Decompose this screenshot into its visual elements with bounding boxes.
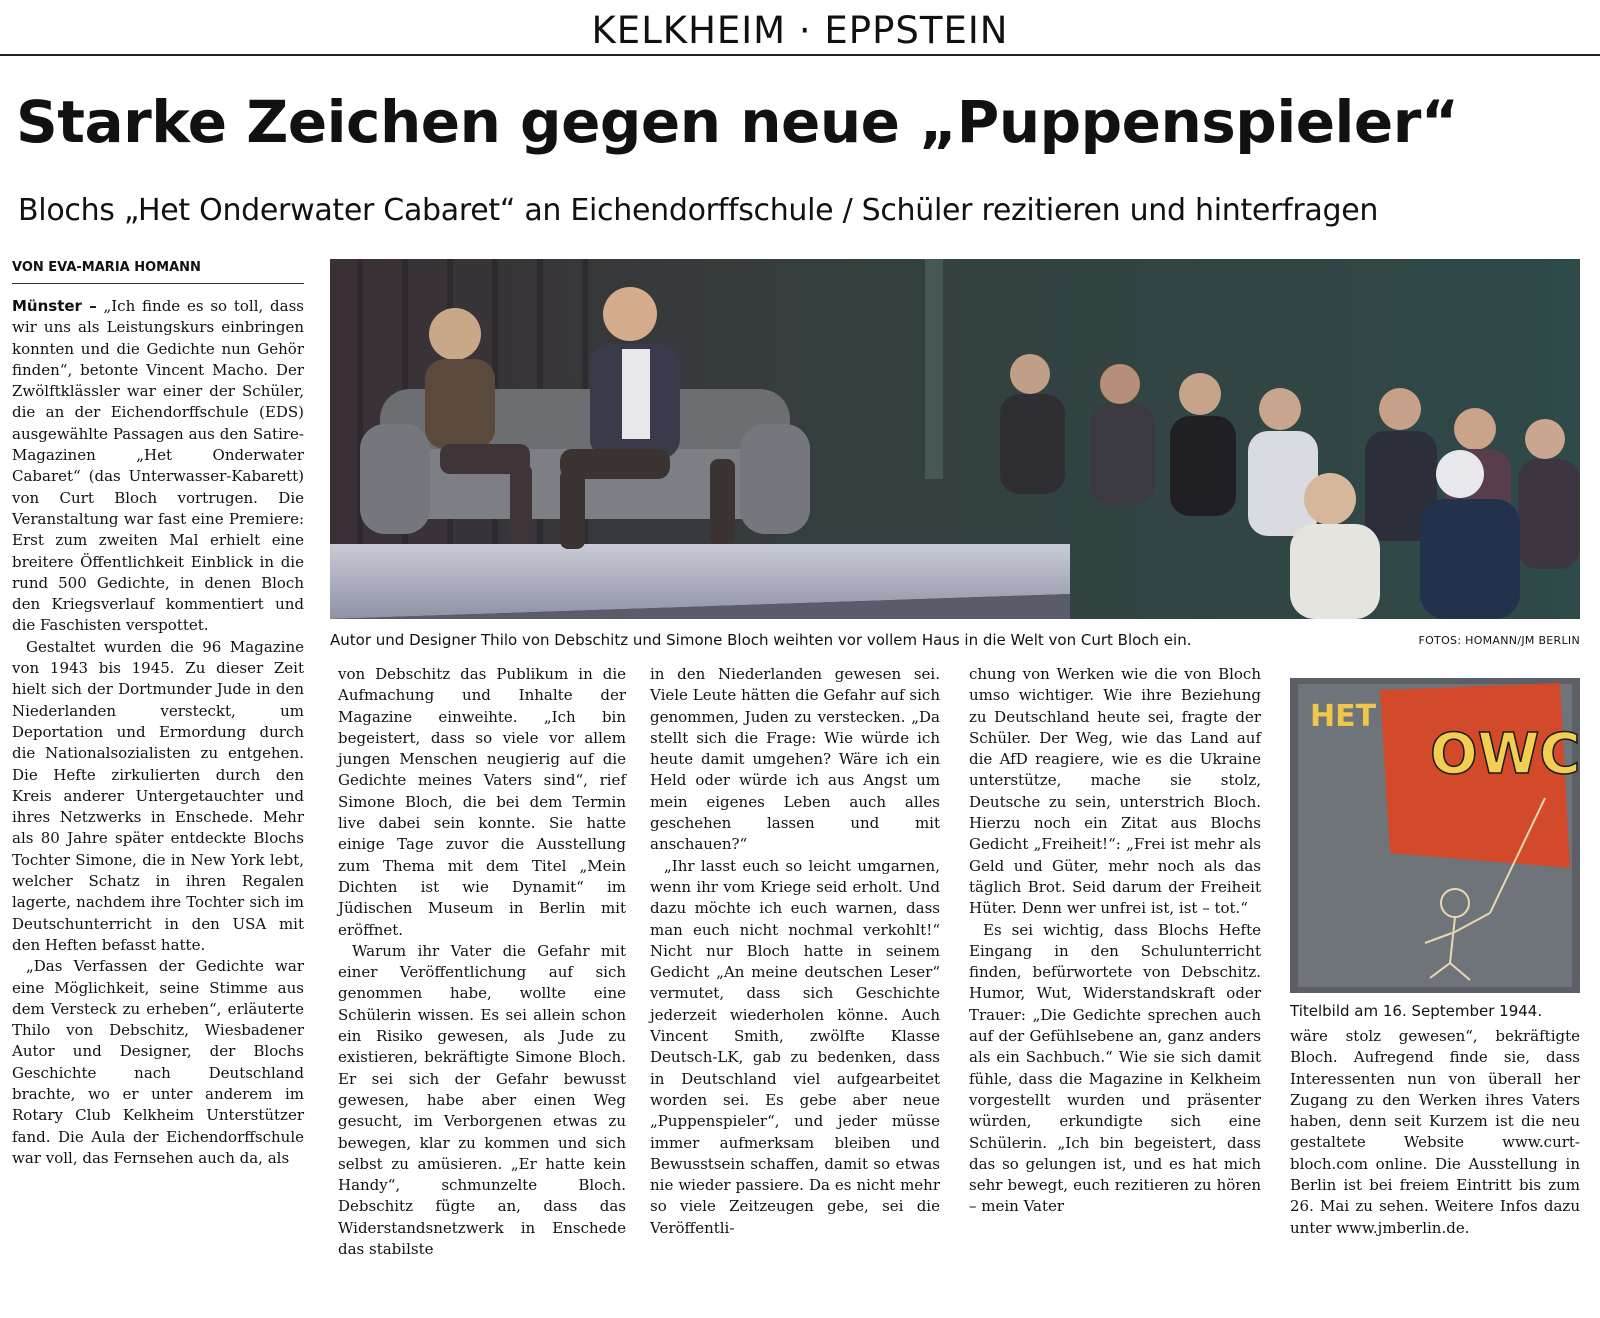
magazine-cover-image	[1290, 678, 1580, 993]
paragraph: „Ihr lasst euch so leicht umgarnen, wenn ihr vom Kriege seid erholt. Und dazu möchte ich euch warnen, dass man euch nicht nochmal verkohlt!“ Nicht nur Bloch hatte in seinem Gedicht „An meine deutschen Leser“ vermutet, dass sich Geschichte jederzeit wiederholen könne. Auch Vincent Smith, zwölfte Klasse Deutsch-LK, gab zu bedenken, dass in Deutschland viel aufgearbeitet worden sei. Es gebe aber neue „Puppenspieler“, und jeder müsse immer aufmerksam bleiben und Bewusstsein schaffen, damit so etwas nie wieder passiere. Da es nicht mehr so viele Zeitzeugen gebe, sei die Veröffentli-	[650, 856, 940, 1237]
paragraph: Warum ihr Vater die Gefahr mit einer Veröffentlichung auf sich genommen habe, wollte eine Schülerin wissen. Es sei allein schon ein Risiko gewesen, als Jude zu existieren, bekräftigte Simone Bloch. Er sei sich der Gefahr bewusst gewesen, habe aber einen Weg gesucht, im Verborgenen etwas zu bewegen, klar zu kommen und sich selbst zu amüsieren. „Er hatte kein Handy“, schmunzelte Bloch. Debschitz fügte an, dass das Widerstandsnetzwerk in Enschede das stabilste	[338, 941, 626, 1259]
paragraph: Gestaltet wurden die 96 Magazine von 1943 bis 1945. Zu dieser Zeit hielt sich der Dortmunder Jude in den Niederlanden versteckt, um Deportation und Ermordung durch die Nationalsozialisten zu entgehen. Die Hefte zirkulierten durch den Kreis anderer Untergetauchter und ihres Netzwerks in Enschede. Mehr als 80 Jahre später entdeckte Blochs Tochter Simone, die in New York lebt, welcher Schatz in ihren Regalen lagerte, nachdem ihre Tochter sich im Deutschunterricht in den USA mit den Heften befasst hatte.	[12, 637, 304, 954]
paragraph-text: „Ich finde es so toll, dass wir uns als Leistungskurs einbringen konnten und die Gedichte nun Gehör finden“, betonte Vincent Macho. Der Zwölftklässler war einer der Schüler, die an der Eichendorffschule (EDS) ausgewählte Passagen aus den Satire-Magazinen „Het Onderwater Cabaret“ (das Unterwasser-Kabarett) von Curt Bloch vortrugen. Die Veranstaltung war fast eine Premiere: Erst zum zweiten Mal erhielt eine breitere Öffentlichkeit Einblick in die rund 500 Gedichte, in denen Bloch den Kriegsverlauf kommentiert und die Faschisten verspottet.	[12, 297, 304, 635]
paragraph: in den Niederlanden gewesen sei. Viele Leute hätten die Gefahr auf sich genommen, Juden zu verstecken. „Da stellt sich die Frage: Wie würde ich heute damit umgehen? Wäre ich ein Held oder würde ich aus Angst um mein eigenes Leben auch alles geschehen lassen und mit anschauen?“	[650, 665, 940, 854]
byline: VON EVA-MARIA HOMANN	[12, 259, 304, 284]
subheadline: Blochs „Het Onderwater Cabaret“ an Eichendorffschule / Schüler rezitieren und hinterfragen	[18, 193, 1379, 228]
article-column-1	[12, 296, 304, 1169]
event-photo	[330, 259, 1580, 619]
event-photo-image	[330, 259, 1580, 619]
photo-caption: Autor und Designer Thilo von Debschitz und Simone Bloch weihten vor vollem Haus in die Welt von Curt Bloch ein.	[330, 631, 1192, 649]
cover-illustration	[1290, 678, 1580, 993]
paragraph: „Das Verfassen der Gedichte war eine Möglichkeit, seine Stimme aus dem Versteck zu erheben“, erläuterte Thilo von Debschitz, Wiesbadener Autor und Designer, der Blochs Geschichte nach Deutschland brachte, wo er unter anderem im Rotary Club Kelkheim Unterstützer fand. Die Aula der Eichendorffschule war voll, das Fernsehen auch da, als	[12, 957, 304, 1167]
headline: Starke Zeichen gegen neue „Puppenspieler“	[16, 88, 1459, 156]
header-rule	[0, 54, 1600, 56]
cover-caption: Titelbild am 16. September 1944.	[1290, 1002, 1543, 1020]
photo-credit: FOTOS: HOMANN/JM BERLIN	[1418, 634, 1580, 647]
article-column-2	[338, 664, 626, 1260]
section-header: KELKHEIM · EPPSTEIN	[591, 9, 1009, 52]
cover-title-main: OWC	[1430, 722, 1580, 787]
paragraph: chung von Werken wie die von Bloch umso wichtiger. Wie ihre Beziehung zu Deutschland heute sei, fragte der Schüler. Der Weg, wie das Land auf die AfD reagiere, wie es die Ukraine unterstütze, mache sie stolz, Deutsche zu sein, unterstrich Bloch. Hierzu noch ein Zitat aus Blochs Gedicht „Freiheit!“: „Frei ist mehr als Geld und Güter, mehr noch als das täglich Brot. Seid darum der Freiheit Hüter. Denn wer unfrei ist, ist – tot.“	[969, 665, 1261, 918]
cover-title-top: HET	[1310, 699, 1377, 734]
article-column-4	[969, 664, 1261, 1218]
paragraph: Es sei wichtig, dass Blochs Hefte Eingang in den Schulunterricht finden, befürwortete von Debschitz. Humor, Wut, Widerstandskraft oder Trauer: „Die Gedichte sprechen auch auf der Gefühlsebene an, ganz anders als ein Sachbuch.“ Wie sie sich damit fühle, dass die Magazine in Kelkheim vorgestellt wurden und präsenter würden, erkundigte sich eine Schülerin. „Ich bin begeistert, dass das so gelungen ist, und es hat mich sehr bewegt, euch rezitieren zu hören – mein Vater	[969, 920, 1261, 1216]
paragraph: wäre stolz gewesen“, bekräftigte Bloch. Aufregend finde sie, dass Interessenten nun von überall her Zugang zu den Werken ihres Vaters haben, denn seit Kurzem ist die neu gestaltete Website www.curt-bloch.com online. Die Ausstellung in Berlin ist bei freiem Eintritt bis zum 26. Mai zu sehen. Weitere Infos dazu unter www.jmberlin.de.	[1290, 1027, 1580, 1237]
paragraph: von Debschitz das Publikum in die Aufmachung und Inhalte der Magazine einweihte. „Ich bin begeistert, dass so viele vor allem jungen Menschen neugierig auf die Gedichte meines Vaters sind“, rief Simone Bloch, die bei dem Termin live dabei sein konnte. Sie hatte einige Tage zuvor die Ausstellung zum Thema mit dem Titel „Mein Dichten ist wie Dynamit“ im Jüdischen Museum in Berlin mit eröffnet.	[338, 665, 626, 939]
article-column-5	[1290, 1026, 1580, 1239]
dateline: Münster –	[12, 297, 97, 315]
paragraph	[12, 296, 304, 637]
article-column-3	[650, 664, 940, 1239]
